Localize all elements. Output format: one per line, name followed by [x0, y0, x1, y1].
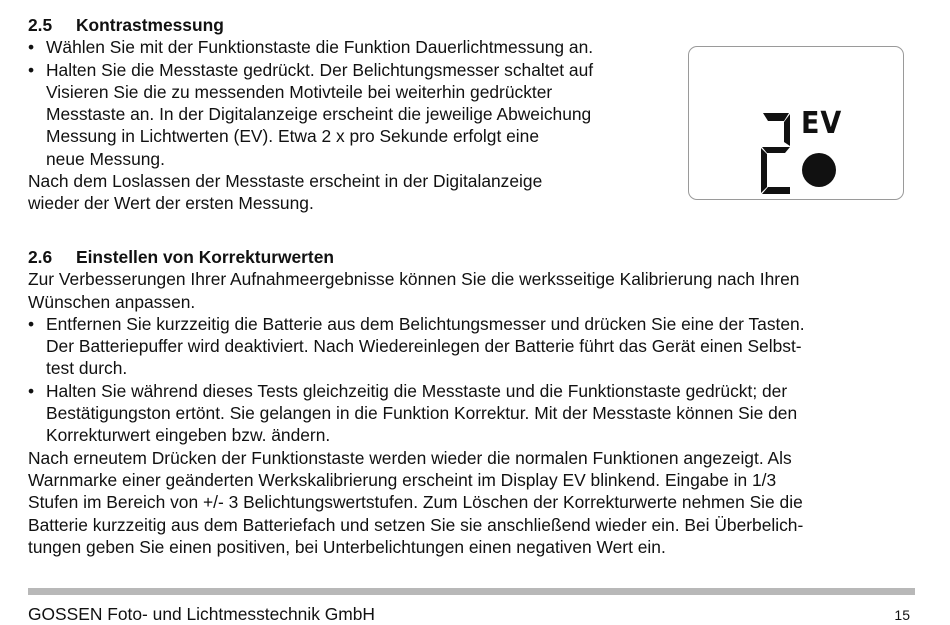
section-heading — [28, 14, 678, 36]
section-kontrastmessung — [28, 14, 678, 215]
text-line: tungen geben Sie einen positiven, bei Unterbelichtungen einen negativen Wert ein. — [28, 536, 666, 557]
bullet-icon: • — [28, 59, 35, 80]
text-line: Stufen im Bereich von +/- 3 Belichtungswertstufen. Zum Löschen der Korrekturwerte nehmen Sie die — [28, 492, 803, 513]
text-line: Bestätigungston ertönt. Sie gelangen in die Funktion Korrektur. Mit der Messtaste können Sie den — [46, 403, 798, 424]
page-number: 15 — [894, 607, 910, 623]
paragraph — [28, 268, 928, 313]
lcd-display-illustration — [688, 46, 904, 200]
list-item — [28, 59, 678, 170]
list-item — [28, 380, 928, 447]
text-line: Zur Verbesserungen Ihrer Aufnahmeergebnisse können Sie die werksseitige Kalibrierung nach Ihren — [28, 269, 800, 290]
list-item — [28, 313, 928, 380]
text-line: Warnmarke einer geänderten Werkskalibrierung erscheint im Display EV blinkend. Eingabe in 1/3 — [28, 469, 777, 490]
footer-divider — [28, 588, 915, 595]
text-line: Entfernen Sie kurzzeitig die Batterie aus dem Belichtungsmesser und drücken Sie eine der Tasten. — [46, 313, 805, 334]
text-line: Korrekturwert eingeben bzw. ändern. — [46, 425, 331, 446]
bullet-list — [28, 36, 678, 170]
section-title: Einstellen von Korrekturwerten — [76, 247, 335, 267]
bullet-list — [28, 313, 928, 447]
paragraph — [28, 170, 678, 215]
bullet-icon: • — [28, 313, 35, 334]
ev-unit-label: EV — [801, 106, 843, 141]
text-line: Wünschen anpassen. — [28, 291, 196, 312]
text-line: Der Batteriepuffer wird deaktiviert. Nach Wiedereinlegen der Batterie führt das Gerät einen Selbst- — [46, 336, 802, 357]
text-line: Messtaste an. In der Digitalanzeige erscheint die jeweilige Abweichung — [46, 104, 592, 125]
text-line: Halten Sie die Messtaste gedrückt. Der Belichtungsmesser schaltet auf — [46, 59, 594, 80]
text-line: Nach erneutem Drücken der Funktionstaste werden wieder die normalen Funktionen angezeigt. Als — [28, 447, 792, 468]
text-line: Batterie kurzzeitig aus dem Batteriefach und setzen Sie sie anschließend wieder ein. Bei Überbelich- — [28, 514, 804, 535]
section-number: 2.6 — [28, 247, 53, 267]
section-korrekturwerte — [28, 246, 928, 558]
text-line: Wählen Sie mit der Funktionstaste die Funktion Dauerlichtmessung an. — [46, 37, 594, 58]
seven-segment-digit-icon — [689, 47, 905, 201]
list-item — [28, 36, 678, 58]
text-line: Nach dem Loslassen der Messtaste erscheint in der Digitalanzeige — [28, 171, 543, 192]
bullet-icon: • — [28, 380, 35, 401]
section-heading — [28, 246, 928, 268]
section-title: Kontrastmessung — [76, 15, 224, 35]
section-number: 2.5 — [28, 15, 53, 35]
footer-company: GOSSEN Foto- und Lichtmesstechnik GmbH — [28, 604, 375, 624]
text-line: test durch. — [46, 358, 128, 379]
indicator-dot-icon — [802, 153, 836, 187]
text-line: Visieren Sie die zu messenden Motivteile bei weiterhin gedrückter — [46, 81, 553, 102]
bullet-icon: • — [28, 37, 35, 58]
paragraph — [28, 447, 928, 558]
text-line: neue Messung. — [46, 148, 165, 169]
text-line: Halten Sie während dieses Tests gleichzeitig die Messtaste und die Funktionstaste gedrückt; der — [46, 380, 788, 401]
text-line: Messung in Lichtwerten (EV). Etwa 2 x pro Sekunde erfolgt eine — [46, 126, 539, 147]
text-line: wieder der Wert der ersten Messung. — [28, 193, 314, 214]
